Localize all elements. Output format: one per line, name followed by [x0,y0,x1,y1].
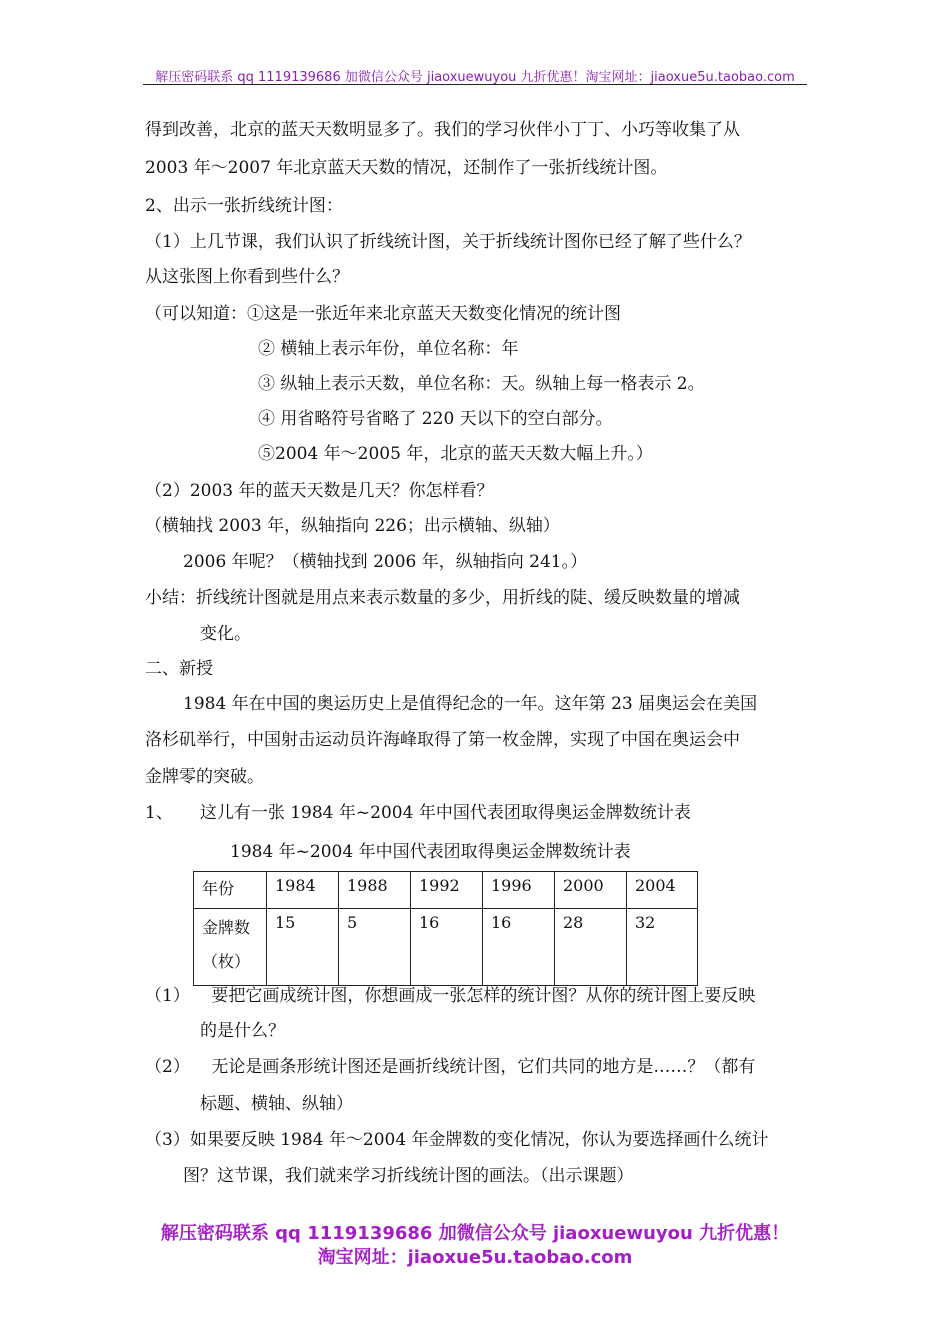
summary-line: 变化。 [200,624,251,644]
year-cell: 2004 [627,872,698,909]
question-line: （2）2003 年的蓝天天数是几天？你怎样看？ [145,481,494,501]
question-line: （3）如果要反映 1984 年～2004 年金牌数的变化情况，你认为要选择画什么统计 [145,1130,769,1150]
year-cell: 1988 [339,872,411,909]
year-cell: 1984 [267,872,339,909]
header-divider [143,84,807,85]
gold-cell: 28 [555,909,627,986]
paragraph-line: 1、 这儿有一张 1984 年~2004 年中国代表团取得奥运金牌数统计表 [145,803,691,823]
gold-cell: 15 [267,909,339,986]
summary-line: 小结：折线统计图就是用点来表示数量的多少，用折线的陡、缓反映数量的增减 [145,588,740,608]
paragraph-line: 得到改善，北京的蓝天天数明显多了。我们的学习伙伴小丁丁、小巧等收集了从 [145,120,740,140]
answer-line: ③ 纵轴上表示天数，单位名称：天。纵轴上每一格表示 2。 [258,374,705,394]
answer-line: 2006 年呢？（横轴找到 2006 年，纵轴指向 241。） [183,552,588,572]
paragraph-line: 1984 年在中国的奥运历史上是值得纪念的一年。这年第 23 届奥运会在美国 [183,694,758,714]
answer-line: （可以知道：①这是一张近年来北京蓝天天数变化情况的统计图 [145,304,621,324]
row-header-gold-label: 金牌数 [202,918,251,937]
paragraph-line: 洛杉矶举行，中国射击运动员许海峰取得了第一枚金牌，实现了中国在奥运会中 [145,730,740,750]
table-caption: 1984 年~2004 年中国代表团取得奥运金牌数统计表 [230,842,631,862]
row-header-gold [194,909,267,986]
row-header-gold-unit: （枚） [202,952,251,971]
gold-cell: 32 [627,909,698,986]
paragraph-line: 2003 年～2007 年北京蓝天天数的情况，还制作了一张折线统计图。 [145,158,668,178]
gold-cell: 16 [483,909,555,986]
section-heading: 2、出示一张折线统计图： [145,196,343,216]
year-cell: 2000 [555,872,627,909]
answer-line: ④ 用省略符号省略了 220 天以下的空白部分。 [258,409,613,429]
answer-line: ② 横轴上表示年份，单位名称：年 [258,339,519,359]
year-cell: 1992 [411,872,483,909]
table-row [194,872,698,909]
gold-medal-table [193,871,698,986]
year-cell: 1996 [483,872,555,909]
row-header-year: 年份 [194,872,267,909]
table-row [194,909,698,986]
question-line: 图？这节课，我们就来学习折线统计图的画法。（出示课题） [183,1166,634,1186]
question-line: （1） 要把它画成统计图，你想画成一张怎样的统计图？从你的统计图上要反映 [145,986,756,1006]
answer-line: （横轴找 2003 年，纵轴指向 226；出示横轴、纵轴） [145,516,560,536]
paragraph-line: 金牌零的突破。 [145,767,264,787]
question-line: 的是什么？ [200,1021,285,1041]
gold-cell: 16 [411,909,483,986]
question-line: （2） 无论是画条形统计图还是画折线统计图，它们共同的地方是……？（都有 [145,1057,756,1077]
question-line: 从这张图上你看到些什么？ [145,267,349,287]
question-line: 标题、横轴、纵轴） [200,1094,353,1114]
page-header-watermark: 解压密码联系 qq 1119139686 加微信公众号 jiaoxuewuyou 九折优惠！淘宝网址：jiaoxue5u.taobao.com [155,70,795,85]
question-line: （1）上几节课，我们认识了折线统计图，关于折线统计图你已经了解了些什么？ [145,232,751,252]
footer-watermark-line2: 淘宝网址：jiaoxue5u.taobao.com [317,1247,633,1268]
answer-line: ⑤2004 年～2005 年，北京的蓝天天数大幅上升。） [258,444,653,464]
gold-cell: 5 [339,909,411,986]
section-heading: 二、新授 [145,659,213,679]
footer-watermark-line1: 解压密码联系 qq 1119139686 加微信公众号 jiaoxuewuyou 九折优惠！ [160,1223,790,1244]
